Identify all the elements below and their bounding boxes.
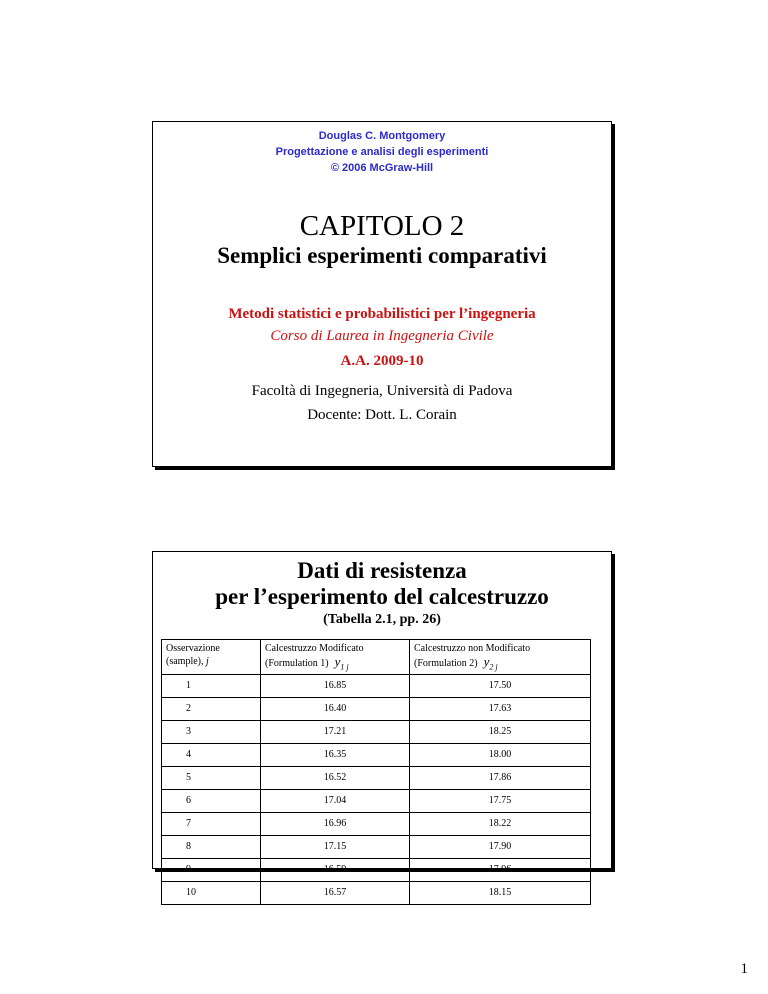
title-slide [152, 121, 612, 467]
table-row [162, 789, 591, 812]
table-row [162, 743, 591, 766]
formulation1-cell: 16.52 [261, 766, 410, 789]
table-row [162, 812, 591, 835]
slide-title-line1: Dati di resistenza [297, 558, 467, 583]
table-row [162, 881, 591, 904]
observation-cell: 4 [162, 743, 261, 766]
observation-cell: 1 [162, 674, 261, 697]
formulation1-cell: 17.04 [261, 789, 410, 812]
table-row [162, 697, 591, 720]
table-row [162, 674, 591, 697]
symbol-y2j: $y_{2 j}$ [483, 654, 498, 672]
formulation1-cell: 16.40 [261, 697, 410, 720]
strength-data-table [161, 639, 591, 905]
publisher: © 2006 McGraw-Hill [330, 162, 434, 174]
formulation2-cell: 18.22 [410, 812, 591, 835]
table-row [162, 766, 591, 789]
formulation2-cell: 17.50 [410, 674, 591, 697]
table-row [162, 835, 591, 858]
formulation2-cell: 17.75 [410, 789, 591, 812]
formulation1-cell: 16.57 [261, 881, 410, 904]
header-formulation1-line1: Calcestruzzo Modificato [265, 643, 364, 654]
formulation1-cell: 16.85 [261, 674, 410, 697]
formulation2-cell: 17.86 [410, 766, 591, 789]
header-formulation2-line2: (Formulation 2) $y_{2 j}$ [414, 654, 498, 672]
observation-cell: 9 [162, 858, 261, 881]
data-slide [152, 551, 612, 899]
observation-cell: 2 [162, 697, 261, 720]
header-formulation1 [261, 640, 410, 675]
symbol-y1j: $y_{1 j}$ [334, 654, 349, 672]
chapter-number: CAPITOLO 2 [299, 210, 465, 242]
observation-cell: 8 [162, 835, 261, 858]
table-header-row [162, 640, 591, 675]
header-formulation2 [410, 640, 591, 675]
formulation2-cell: 18.00 [410, 743, 591, 766]
slide-title-line2: per l’esperimento del calcestruzzo [215, 584, 549, 609]
slide-title [153, 558, 611, 610]
page-number: 1 [740, 961, 748, 977]
observation-cell: 5 [162, 766, 261, 789]
table-row [162, 858, 591, 881]
book-title: Progettazione e analisi degli esperimenti [275, 146, 489, 158]
header-observation-line2: (sample), j [166, 656, 209, 667]
header-formulation1-line2: (Formulation 1) $y_{1 j}$ [265, 654, 349, 672]
header-observation [162, 640, 261, 675]
formulation1-cell: 16.35 [261, 743, 410, 766]
teacher: Docente: Dott. L. Corain [307, 407, 457, 423]
faculty: Facoltà di Ingegneria, Università di Padova [251, 383, 513, 399]
academic-year: A.A. 2009-10 [340, 353, 424, 369]
observation-cell: 10 [162, 881, 261, 904]
author: Douglas C. Montgomery [318, 130, 446, 142]
formulation1-cell: 16.96 [261, 812, 410, 835]
observation-cell: 7 [162, 812, 261, 835]
observation-cell: 6 [162, 789, 261, 812]
formulation1-cell: 17.15 [261, 835, 410, 858]
table-row [162, 720, 591, 743]
observation-cell: 3 [162, 720, 261, 743]
formulation2-cell: 17.63 [410, 697, 591, 720]
formulation2-cell: 17.90 [410, 835, 591, 858]
formulation1-cell: 16.59 [261, 858, 410, 881]
table-caption: (Tabella 2.1, pp. 26) [323, 612, 441, 627]
formulation2-cell: 18.25 [410, 720, 591, 743]
header-formulation2-line1: Calcestruzzo non Modificato [414, 643, 531, 654]
degree-name: Corso di Laurea in Ingegneria Civile [270, 328, 494, 344]
chapter-title: Semplici esperimenti comparativi [217, 243, 547, 268]
course-name: Metodi statistici e probabilistici per l’ingegneria [228, 306, 536, 322]
formulation2-cell: 17.96 [410, 858, 591, 881]
header-observation-line1: Osservazione [166, 643, 220, 654]
formulation1-cell: 17.21 [261, 720, 410, 743]
formulation2-cell: 18.15 [410, 881, 591, 904]
